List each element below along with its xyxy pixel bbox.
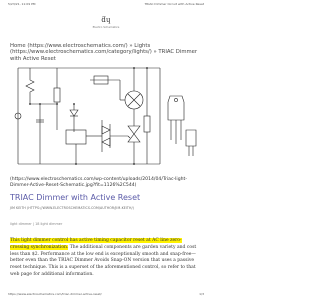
- breadcrumb-separator: »: [153, 49, 157, 56]
- schematic-drawing: [10, 60, 200, 172]
- article-title: TRIAC Dimmer with Active Reset: [10, 193, 141, 202]
- author-byline[interactable]: JIM KEITH (HTTPS://WWW.ELECTROSCHEMATICS.COM/AUTHOR/JIM-KEITH/): [10, 206, 134, 210]
- site-logo[interactable]: [0, 17, 212, 29]
- print-footer: [8, 292, 204, 298]
- logo-mark: ƌɥ: [101, 16, 111, 24]
- breadcrumb-current: TRIAC Dimmer with Active Reset: [10, 49, 198, 62]
- print-page-title: TRIAC Dimmer Circuit with Active Reset: [144, 2, 204, 6]
- breadcrumb-lights[interactable]: Lights (https://www.electroschematics.com/category/lights/): [10, 43, 152, 56]
- breadcrumb-separator: »: [129, 43, 133, 49]
- intro-text: The additional components are garden variety and cost less than $2. Performance at the low end is exceptionally smooth and snap-free—better even than the TRIAC Dimmer Avoids Snap-ON version that uses a passive reset technique. This is a superset of the aforementioned control, so refer to that web page for additional information.: [10, 244, 197, 277]
- breadcrumb-home[interactable]: Home (https://www.electroschematics.com/): [10, 43, 128, 49]
- article-intro: [10, 238, 200, 279]
- image-source-link[interactable]: (https://www.electroschematics.com/wp-content/uploads/2014/04/Triac-light-Dimmer-Active-Reset-Schematic.jpg?fit=1126%2C544): [10, 177, 187, 188]
- page-number: 1/3: [199, 292, 204, 296]
- print-header: [8, 2, 204, 8]
- article-tags[interactable]: light dimmer | 18 light dimmer: [10, 222, 63, 226]
- print-date: 5/23/21, 11:09 PM: [8, 2, 36, 6]
- page-url: https://www.electroschematics.com/triac-dimmer-active-reset/: [8, 292, 102, 296]
- highlighted-text: This light dimmer control has active timing capacitor reset at AC line zero-crossing synchronization.: [10, 238, 182, 250]
- schematic-image[interactable]: [10, 60, 200, 172]
- logo-tagline: Electro Schematics: [92, 25, 120, 29]
